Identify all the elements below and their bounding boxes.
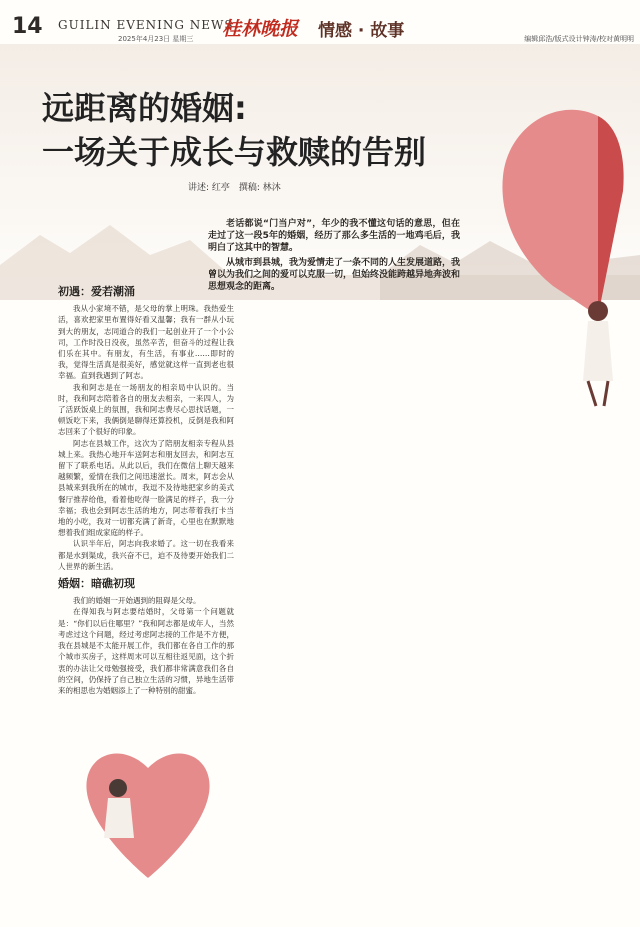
issue-date: 2025年4月23日 星期三 [118,35,194,43]
intro-paragraph-1: 老话都说“门当户对”，年少的我不懂这句话的意思，但在走过了这一段5年的婚姻，经历了那么多生活的一地鸡毛后，我明白了这其中的智慧。 [208,219,460,253]
intro-paragraph-2: 从城市到县城，我为爱情走了一条不同的人生发展道路，我曾以为我们之间的爱可以克服一切，但始终没能跨越异地奔波和思想观念的距离。 [208,258,461,292]
page-number: 14 [12,14,43,39]
paragraph: 认识半年后，阿志向我求婚了。这一切在我看来都是水到渠成，我兴奋不已，迫不及待要开始我们二人世界的新生活。 [58,539,234,571]
headline-line-2: 一场关于成长与救赎的告别 [42,133,427,171]
section-heading [58,286,234,297]
paragraph: 我们的婚姻一开始遇到的阻碍是父母。 [73,596,201,606]
article-headline [42,86,426,174]
paragraph: 阿志在县城工作，这次为了陪朋友相亲专程从县城上来。我热心地开车送阿志和朋友回去，和阿志互留下了联系电话。从此以后，我们在微信上聊天越来越频繁，爱情在我们之间迅速滋长。周末，阿志会从县城来到我所在的城市，我逗不及待地把家乡的美式餐厅推荐给他，看着他吃得一脸满足的样子，我一分幸福；我也会到阿志生活的地方，阿志带着我打卡当地的小吃，我对一切都充满了新奇，心里也在默默地想着我们组成家庭的样子。 [58,438,234,538]
paragraph: 我从小家境不错，是父母的掌上明珠。我热爱生活，喜欢把家里布置得好看又温馨；我有一群从小玩到大的朋友，志同道合的我们一起创业开了一个小公司，工作时没日没夜，虽然辛苦，但奋斗的过程让我们乐在其中。有朋友，有生活，有事业……即时的我，觉得生活真是很美好，感觉就这样一直到老也很幸福。直到我遇到了阿志。 [58,304,234,381]
section-heading-text: 婚姻：暗礁初现 [58,577,135,591]
headline-line-1: 远距离的婚姻: [42,89,247,127]
paragraph: 我和阿志是在一场朋友的相亲局中认识的。当时，我和阿志陪着各自的朋友去相亲，一来四人，为了活跃饭桌上的氛围，我和阿志费尽心思找话题，一顿饭吃下来，我俩倒是聊得还算投机，反倒是我和阿志回来了个很好的印象。 [58,382,234,437]
heart-figure-illustration-small [78,728,218,896]
article-column-1 [58,280,234,696]
paper-name: GUILIN EVENING NEWS [58,18,234,32]
section-heading [58,578,234,589]
heart-figure-illustration [448,96,628,412]
section-heading-text: 初遇：爱若潮涌 [58,285,135,298]
paragraph: 在得知我与阿志要结婚时，父母第一个问题就是：“你们以后住哪里？”我和阿志都是成年人，当然考虑过这个问题，经过考虑阿志接的工作是不方便，我在县城是不太能开展工作，我们都在各自工作的那个城市买房子，这样周末可以互相往返见面，这个折衷的办法让父母勉强接受，我们都非常满意我们各自的空间，仍保持了自己独立生活的习惯，异地生活带来的相思也为婚姻添上了一种特别的甜蜜。 [58,607,234,695]
byline: 讲述: 红亭 撰稿: 林沐 [188,183,281,193]
newspaper-logo: 桂林晚报 [222,18,299,40]
section-title: 情感 · 故事 [318,21,405,41]
editors-credit: 编辑邱浩/版式设计钟涛/校对黄明明 [524,35,634,43]
masthead [0,0,640,45]
article-intro [208,218,460,296]
